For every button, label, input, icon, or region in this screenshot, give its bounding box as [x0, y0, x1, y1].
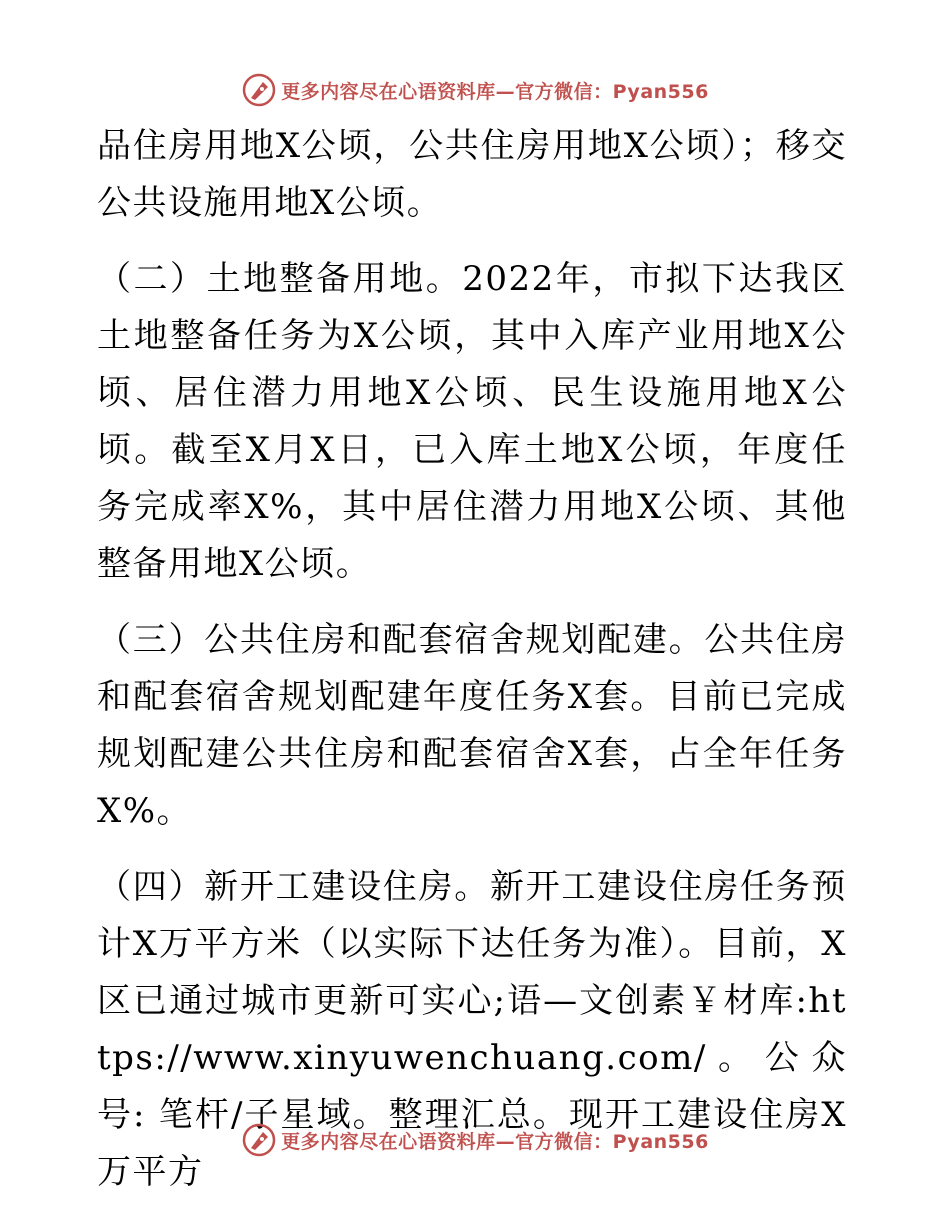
footer-watermark	[0, 1120, 950, 1160]
watermark-text: 更多内容尽在心语资料库—官方微信：Pyan556	[281, 1130, 709, 1153]
pen-nib-logo-icon	[241, 72, 277, 108]
paragraph-2: （二）土地整备用地。2022年，市拟下达我区土地整备任务为X公顷，其中入库产业用地X公顷、居住潜力用地X公顷、民生设施用地X公顷。截至X月X日，已入库土地X公顷，年度任务完成率X%，其中居住潜力用地X公顷、其他整备用地X公顷。	[97, 259, 847, 584]
paragraph-4: （四）新开工建设住房。新开工建设住房任务预计X万平方米（以实际下达任务为准）。目前，X区已通过城市更新可实心;语—文创素￥材库:https://www.xinyuwenchuang.com/。公众号: 笔杆/子星域。整理汇总。现开工建设住房X万平方	[97, 867, 847, 1192]
paragraph-1: 品住房用地X公顷，公共住房用地X公顷）；移交公共设施用地X公顷。	[97, 126, 847, 223]
header-watermark	[0, 70, 950, 110]
watermark-text: 更多内容尽在心语资料库—官方微信：Pyan556	[281, 80, 709, 103]
document-body	[97, 118, 847, 1220]
paragraph-3: （三）公共住房和配套宿舍规划配建。公共住房和配套宿舍规划配建年度任务X套。目前已完成规划配建公共住房和配套宿舍X套，占全年任务X%。	[97, 620, 847, 831]
pen-nib-logo-icon	[241, 1122, 277, 1158]
